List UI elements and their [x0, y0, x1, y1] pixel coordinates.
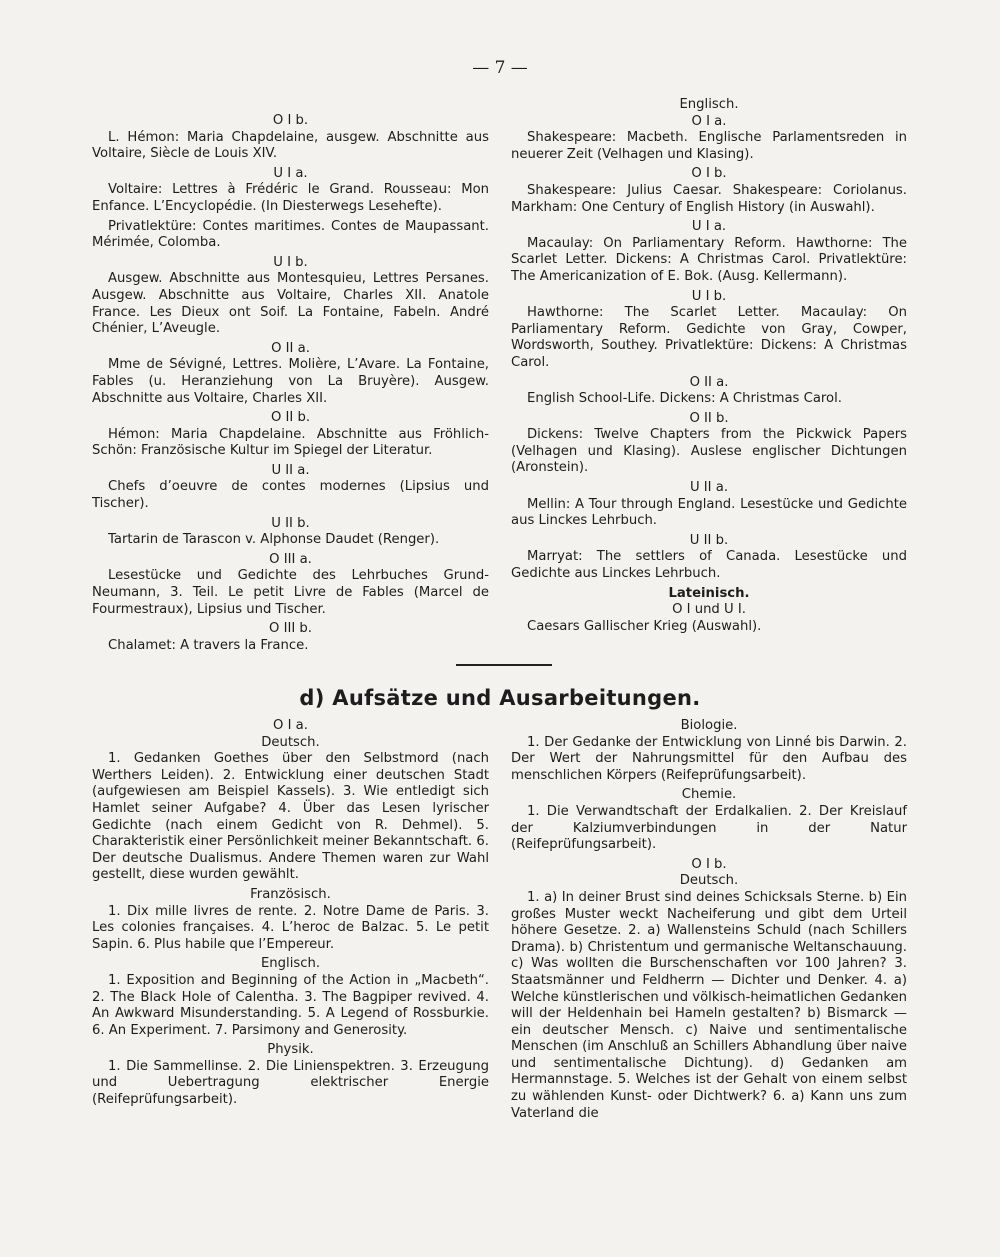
text-paragraph: 1. Gedanken Goethes über den Selbstmord (nach Werthers Leiden). 2. Entwicklung einer deutschen Stadt (aufgewiesen am Beispiel Kassels). 3. Wie entledigt sich Hamlet seiner Aufgabe? 4. Über das Lesen lyrischer Gedichte (nach einem Gedicht von R. Dehmel). 5. Charakteristik einer Persönlichkeit meiner Bekanntschaft. 6. Der deutsche Dualismus. Andere Themen waren zur Wahl gestellt, diese wurden gewählt.: [92, 751, 489, 883]
section-heading: O I und U I.: [672, 602, 746, 618]
section-heading: O III a.: [269, 551, 312, 567]
text-paragraph: Shakespeare: Julius Caesar. Shakespeare: Coriolanus. Markham: One Century of English History (in Auswahl).: [511, 182, 907, 215]
text-paragraph: Mellin: A Tour through England. Lesestücke und Gedichte aus Linckes Lehrbuch.: [511, 496, 907, 529]
text-paragraph: 1. Der Gedanke der Entwicklung von Linné bis Darwin. 2. Der Wert der Nahrungsmittel für den Aufbau des menschlichen Körpers (Reifeprüfungsarbeit).: [511, 734, 907, 783]
text-paragraph: 1. Die Sammellinse. 2. Die Linienspektren. 3. Erzeugung und Uebertragung elektrischer Energie (Reifeprüfungsarbeit).: [92, 1058, 489, 1108]
text-paragraph: 1. Dix mille livres de rente. 2. Notre Dame de Paris. 3. Les colonies françaises. 4. L’heroc de Balzac. 5. Le petit Sapin. 6. Plus habile que l’Empereur.: [92, 903, 489, 952]
text-paragraph: Dickens: Twelve Chapters from the Pickwick Papers (Velhagen und Klasing). Auslese englischer Dichtungen (Aronstein).: [511, 427, 907, 476]
text-paragraph: Shakespeare: Macbeth. Englische Parlamentsreden in neuerer Zeit (Velhagen und Klasing).: [511, 130, 907, 162]
section-heading: U II a.: [271, 462, 310, 478]
section-heading: U I a.: [691, 219, 727, 235]
section-heading: O I a.: [273, 718, 308, 733]
section-heading: U I b.: [273, 254, 308, 270]
text-paragraph: Chalamet: A travers la France.: [108, 637, 309, 653]
section-title: d) Aufsätze und Ausarbeitungen.: [299, 686, 701, 710]
section-heading: Englisch.: [679, 97, 739, 112]
text-paragraph: Chefs d’oeuvre de contes modernes (Lipsius und Tischer).: [92, 479, 489, 512]
right-column-upper: [511, 97, 907, 638]
text-paragraph: English School-Life. Dickens: A Christmas Carol.: [527, 391, 842, 407]
text-paragraph: Voltaire: Lettres à Frédéric le Grand. Rousseau: Mon Enfance. L’Encyclopédie. (In Diesterwegs Lesehefte).: [92, 182, 489, 214]
left-column-upper: [92, 113, 489, 657]
section-divider: [456, 664, 552, 666]
section-heading: O I b.: [691, 856, 727, 872]
section-heading: Biologie.: [680, 718, 738, 733]
text-paragraph: Mme de Sévigné, Lettres. Molière, L’Avare. La Fontaine, Fables (u. Heranziehung von La Bruyère). Ausgew. Abschnitte aus Voltaire, Charles XII.: [92, 357, 489, 406]
text-paragraph: Hémon: Maria Chapdelaine. Abschnitte aus Fröhlich-Schön: Französische Kultur im Spiegel der Literatur.: [92, 426, 489, 459]
text-paragraph: 1. a) In deiner Brust sind deines Schicksals Sterne. b) Ein großes Muster weckt Nacheiferung und gibt dem Urteil höhere Gesetze. 2. a) Wallensteins Schuld (nach Schillers Drama). b) Christentum und germanische Weltanschauung. c) Was wollten die Burschenschaften vor 100 Jahren? 3. Staatsmänner und Feldherrn — Dichter und Denker. 4. a) Welche künstlerischen und völkisch-heimatlichen Gedanken will der Heldenhain bei Hameln gestalten? b) Bismarck — ein deutscher Mensch. c) Naive und sentimentalische Menschen (im Anschluß an Schillers Abhandlung über naive und sentimentalische Dichtung). d) Gedanken am Hermannstage. 5. Welches ist der Gehalt von einem selbst zu wählenden Kunst- oder Dichtwerk? 6. a) Kann uns zum Vaterland die: [511, 889, 907, 1121]
section-heading: O II a.: [271, 340, 310, 356]
section-heading: U II b.: [689, 532, 729, 548]
section-heading: Englisch.: [260, 956, 321, 972]
text-paragraph: Hawthorne: The Scarlet Letter. Macaulay: On Parliamentary Reform. Gedichte von Gray, Cowper, Wordsworth, Southey. Privatlektüre: Dickens: A Christmas Carol.: [511, 305, 907, 370]
text-paragraph: 1. Die Verwandtschaft der Erdalkalien. 2. Der Kreislauf der Kalziumverbindungen in der Natur (Reifeprüfungsarbeit).: [511, 803, 907, 853]
text-paragraph: Lesestücke und Gedichte des Lehrbuches Grund-Neumann, 3. Teil. Le petit Livre de Fables (Marcel de Fourmestraux), Lipsius und Tischer.: [92, 568, 489, 617]
section-heading: O I a.: [691, 113, 727, 129]
section-heading: U I a.: [273, 165, 308, 181]
page-number: — 7 —: [472, 58, 528, 78]
section-heading: O I b.: [691, 166, 727, 182]
text-paragraph: 1. Exposition and Beginning of the Action in „Macbeth“. 2. The Black Hole of Calentha. 3. The Bagpiper revived. 4. An Awkward Misunderstanding. 5. A Legend of Rossburkie. 6. An Experiment. 7. Parsimony and Generosity.: [92, 972, 489, 1038]
section-heading: Chemie.: [681, 787, 737, 803]
section-heading: O II b.: [270, 410, 311, 426]
section-heading: O III b.: [269, 621, 312, 637]
section-heading: U I b.: [691, 288, 727, 304]
text-paragraph: Privatlektüre: Contes maritimes. Contes de Maupassant. Mérimée, Colomba.: [92, 218, 489, 251]
text-paragraph: L. Hémon: Maria Chapdelaine, ausgew. Abschnitte aus Voltaire, Siècle de Louis XIV.: [92, 129, 489, 162]
section-heading: U II b.: [271, 515, 310, 531]
section-heading: O II a.: [689, 374, 729, 390]
section-heading: U II a.: [689, 480, 729, 496]
section-heading: Physik.: [267, 1042, 314, 1058]
left-column-lower: [92, 718, 489, 1112]
text-paragraph: Tartarin de Tarascon v. Alphonse Daudet (Renger).: [108, 532, 440, 548]
text-paragraph: Macaulay: On Parliamentary Reform. Hawthorne: The Scarlet Letter. Dickens: A Christmas Carol. Privatlektüre: The Americanization of E. Bok. (Ausg. Kellermann).: [511, 235, 907, 284]
section-heading: Deutsch.: [679, 873, 739, 889]
section-heading: Deutsch.: [261, 734, 320, 750]
section-heading: O II b.: [689, 410, 729, 426]
right-column-lower: [511, 718, 907, 1125]
text-paragraph: Marryat: The settlers of Canada. Lesestücke und Gedichte aus Linckes Lehrbuch.: [511, 549, 907, 582]
text-paragraph: Caesars Gallischer Krieg (Auswahl).: [527, 618, 762, 634]
section-heading: O I b.: [272, 113, 309, 128]
section-heading: Französisch.: [250, 886, 331, 902]
text-paragraph: Ausgew. Abschnitte aus Montesquieu, Lettres Persanes. Ausgew. Abschnitte aus Voltaire, Charles XII. Anatole France. Les Dieux ont Soif. La Fontaine, Fabeln. André Chénier, L’Aveugle.: [92, 271, 489, 337]
section-heading: Lateinisch.: [668, 585, 750, 601]
